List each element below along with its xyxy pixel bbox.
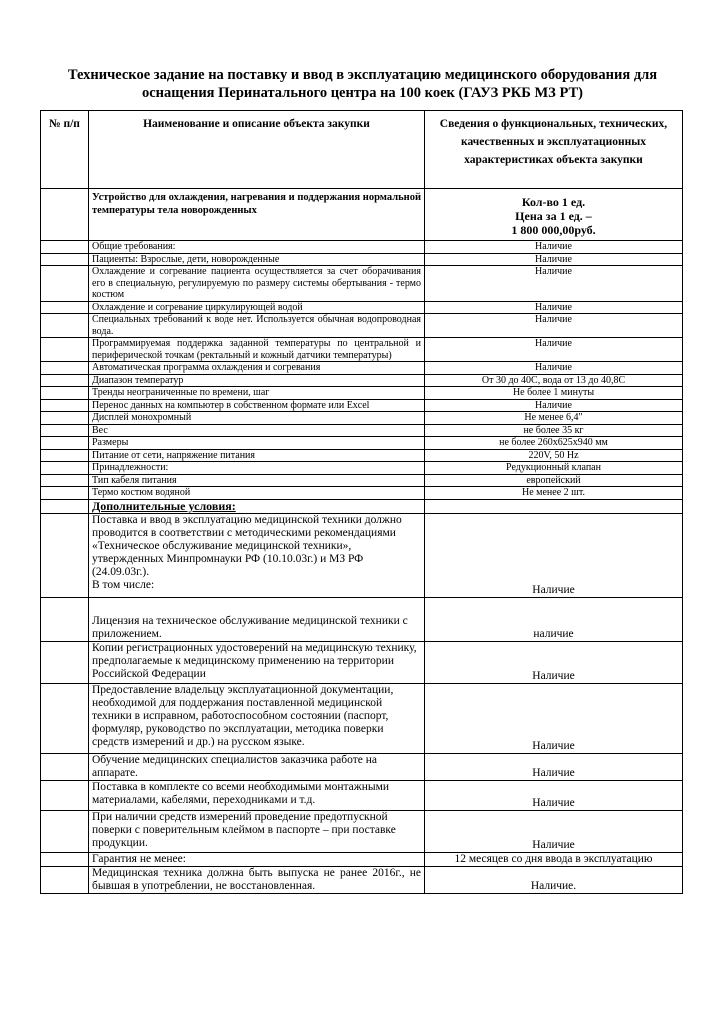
row-num (41, 474, 89, 487)
table-row (41, 753, 683, 780)
section-price-cell (425, 189, 683, 241)
condition-value: Наличие (425, 753, 683, 780)
table-row (41, 424, 683, 437)
row-num (41, 449, 89, 462)
row-description: Диапазон температур (89, 374, 425, 387)
row-description: Специальных требований к воде нет. Используется обычная водопроводная вода. (89, 314, 425, 338)
condition-text: Обучение медицинских специалистов заказчика работе на аппарате. (92, 753, 377, 779)
row-description: Охлаждение и согревание циркулирующей водой (89, 301, 425, 314)
requirements-body (41, 241, 683, 500)
final-value: Наличие. (425, 866, 683, 893)
row-description: Автоматическая программа охлаждения и согревания (89, 362, 425, 375)
title-line-1: Техническое задание на поставку и ввод в эксплуатацию медицинского оборудования для (67, 67, 658, 83)
section-num-cell (41, 189, 89, 241)
condition-description (89, 597, 425, 641)
table-row (41, 266, 683, 302)
row-description: Принадлежности: (89, 462, 425, 475)
row-value: Не менее 2 шт. (425, 487, 683, 500)
row-description: Вес (89, 424, 425, 437)
row-value: Наличие (425, 338, 683, 362)
row-description: Охлаждение и согревание пациента осуществляется за счет оборачивания его в специальную, регулируемую по размеру системы обертывания - термо костюм (89, 266, 425, 302)
row-num (41, 362, 89, 375)
row-num (41, 374, 89, 387)
table-row (41, 641, 683, 683)
table-row (41, 387, 683, 400)
condition-description (89, 810, 425, 852)
row-num (41, 437, 89, 450)
row-num (41, 399, 89, 412)
row-num (41, 241, 89, 254)
row-value: Редукционный клапан (425, 462, 683, 475)
table-row (41, 449, 683, 462)
row-description: Тип кабеля питания (89, 474, 425, 487)
warranty-label: Гарантия не менее: (89, 852, 425, 866)
header-name: Наименование и описание объекта закупки (89, 111, 425, 189)
row-num (41, 338, 89, 362)
warranty-row (41, 852, 683, 866)
table-row (41, 462, 683, 475)
additional-title: Дополнительные условия: (89, 499, 425, 513)
row-num (41, 753, 89, 780)
final-row (41, 866, 683, 893)
table-row (41, 412, 683, 425)
condition-description (89, 513, 425, 597)
table-row (41, 597, 683, 641)
row-description: Термо костюм водяной (89, 487, 425, 500)
row-description: Пациенты: Взрослые, дети, новорожденные (89, 253, 425, 266)
table-row (41, 810, 683, 852)
row-value: Наличие (425, 253, 683, 266)
condition-text: Поставка в комплекте со всеми необходимыми монтажными материалами, кабелями, переходниками и т.д. (92, 780, 390, 806)
condition-value: Наличие (425, 513, 683, 597)
condition-text: Предоставление владельцу эксплуатационной документации, необходимой для поддержания поставленной медицинской техники в исправном, работоспособном состоянии (паспорт, формуляр, руководство по эксплуатации, методика поверки средств измерений и др.) на русском языке. (92, 683, 394, 748)
row-num (41, 780, 89, 810)
row-num (41, 412, 89, 425)
section-price-label: Цена за 1 ед. – (515, 209, 592, 223)
condition-value: Наличие (425, 810, 683, 852)
condition-description (89, 753, 425, 780)
row-value: европейский (425, 474, 683, 487)
section-price-value: 1 800 000,00руб. (511, 223, 596, 237)
row-description: Программируемая поддержка заданной температуры по центральной и периферической точкам (ректальный и кожный датчики температуры) (89, 338, 425, 362)
spec-table (40, 110, 683, 894)
condition-value: Наличие (425, 780, 683, 810)
table-header-row (41, 111, 683, 189)
row-num (41, 424, 89, 437)
condition-value: наличие (425, 597, 683, 641)
warranty-value: 12 месяцев со дня ввода в эксплуатацию (425, 852, 683, 866)
row-description: Размеры (89, 437, 425, 450)
additional-body (41, 513, 683, 852)
table-row (41, 474, 683, 487)
row-value: Наличие (425, 241, 683, 254)
condition-value: Наличие (425, 683, 683, 753)
condition-text: Поставка и ввод в эксплуатацию медицинской техники должно проводится в соответствии с методическими рекомендациями «Техническое обслуживание медицинской техники», утвержденных Минпромнауки РФ (10.10.03г.) и МЗ РФ (24.09.03г.). (92, 513, 402, 578)
row-num (41, 387, 89, 400)
condition-description (89, 641, 425, 683)
row-value: не более 260x625x940 мм (425, 437, 683, 450)
condition-text: При наличии средств измерений проведение предотпускной поверки с поверительным клеймом в паспорте – при поставке продукции. (92, 810, 396, 849)
condition-description (89, 780, 425, 810)
condition-description (89, 683, 425, 753)
table-row (41, 487, 683, 500)
row-num (41, 810, 89, 852)
table-row (41, 314, 683, 338)
row-value: Наличие (425, 301, 683, 314)
title-line-2: оснащения Перинатального центра на 100 коек (ГАУЗ РКБ МЗ РТ) (142, 85, 583, 101)
row-description: Общие требования: (89, 241, 425, 254)
table-row (41, 437, 683, 450)
row-value: Наличие (425, 266, 683, 302)
condition-subtext: Лицензия на техническое обслуживание медицинской техники с приложением. (92, 614, 408, 640)
row-value: Наличие (425, 399, 683, 412)
table-row (41, 374, 683, 387)
condition-value: Наличие (425, 641, 683, 683)
final-label: Медицинская техника должна быть выпуска не ранее 2016г., не бывшая в употреблении, не восстановленная. (89, 866, 425, 893)
row-num (41, 462, 89, 475)
row-num (41, 683, 89, 753)
row-num (41, 314, 89, 338)
header-specs: Сведения о функциональных, технических, качественных и эксплуатационных характеристиках объекта закупки (425, 111, 683, 189)
row-num (41, 253, 89, 266)
row-num (41, 597, 89, 641)
row-value: Не менее 6,4" (425, 412, 683, 425)
table-row (41, 253, 683, 266)
row-num (41, 513, 89, 597)
row-value: Наличие (425, 314, 683, 338)
row-description: Дисплей монохромный (89, 412, 425, 425)
document-title (40, 66, 685, 102)
row-value: Не более 1 минуты (425, 387, 683, 400)
row-value: не более 35 кг (425, 424, 683, 437)
row-description: Питание от сети, напряжение питания (89, 449, 425, 462)
table-row (41, 241, 683, 254)
section-qty: Кол-во 1 ед. (521, 195, 586, 209)
additional-title-row (41, 499, 683, 513)
row-num (41, 266, 89, 302)
section-name: Устройство для охлаждения, нагревания и поддержания нормальной температуры тела новорожденных (89, 189, 425, 241)
row-value: От 30 до 40С, вода от 13 до 40,8С (425, 374, 683, 387)
header-num: № п/п (41, 111, 89, 189)
table-row (41, 513, 683, 597)
condition-subtext: В том числе: (92, 578, 155, 591)
row-num (41, 487, 89, 500)
section-row (41, 189, 683, 241)
table-row (41, 399, 683, 412)
row-description: Тренды неограниченные по времени, шаг (89, 387, 425, 400)
row-value: Наличие (425, 362, 683, 375)
table-row (41, 780, 683, 810)
condition-text: Копии регистрационных удостоверений на медицинскую технику, предполагаемые к медицинскому применению на территории Российской Федерации (92, 641, 417, 680)
row-value: 220V, 50 Hz (425, 449, 683, 462)
row-description: Перенос данных на компьютер в собственном формате или Excel (89, 399, 425, 412)
table-row (41, 683, 683, 753)
table-row (41, 301, 683, 314)
row-num (41, 301, 89, 314)
table-row (41, 362, 683, 375)
row-num (41, 641, 89, 683)
table-row (41, 338, 683, 362)
